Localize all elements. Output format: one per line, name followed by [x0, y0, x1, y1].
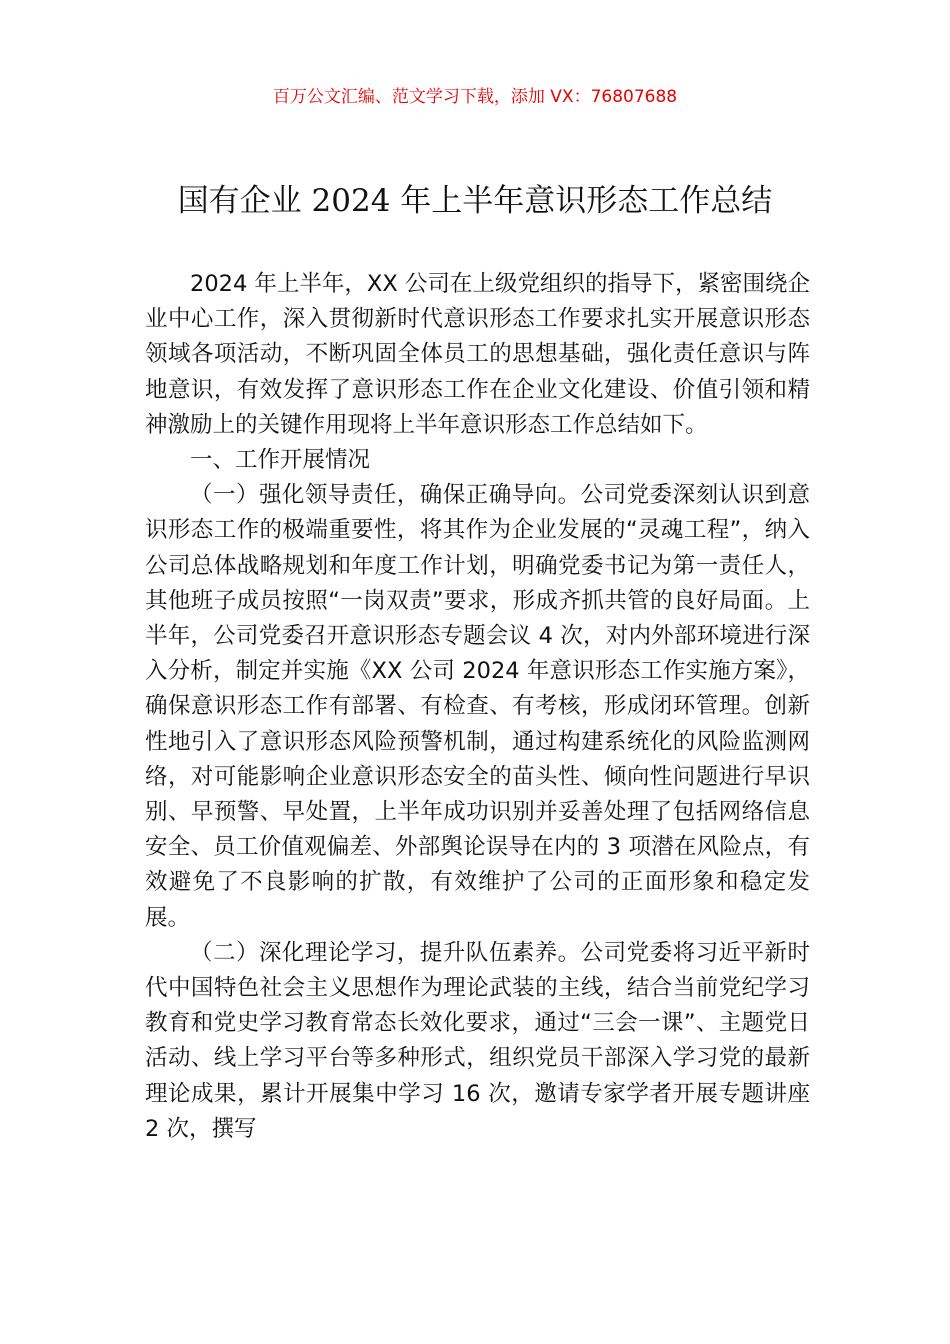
- section-heading: 一、工作开展情况: [190, 447, 371, 474]
- document-body: [145, 267, 810, 1147]
- body-paragraph: （一）强化领导责任，确保正确导向。公司党委深刻认识到意识形态工作的极端重要性，将其作为企业发展的“灵魂工程”，纳入公司总体战略规划和年度工作计划，明确党委书记为第一责任人，其他班子成员按照“一岗双责”要求，形成齐抓共管的良好局面。上半年，公司党委召开意识形态专题会议 4 次，对内外部环境进行深入分析，制定并实施《XX 公司 2024 年意识形态工作实施方案》，确保意识形态工作有部署、有检查、有考核，形成闭环管理。创新性地引入了意识形态风险预警机制，通过构建系统化的风险监测网络，对可能影响企业意识形态安全的苗头性、倾向性问题进行早识别、早预警、早处置，上半年成功识别并妥善处理了包括网络信息安全、员工价值观偏差、外部舆论误导在内的 3 项潜在风险点，有效避免了不良影响的扩散，有效维护了公司的正面形象和稳定发展。: [145, 482, 810, 931]
- intro-paragraph: 2024 年上半年，XX 公司在上级党组织的指导下，紧密围绕企业中心工作，深入贯彻新时代意识形态工作要求扎实开展意识形态领域各项活动，不断巩固全体员工的思想基础，强化责任意识与阵地意识，有效发挥了意识形态工作在企业文化建设、价值引领和精神激励上的关键作用现将上半年意识形态工作总结如下。: [145, 271, 810, 438]
- header-note: 百万公文汇编、范文学习下载，添加 VX：76807688: [272, 87, 678, 107]
- document-title: 国有企业 2024 年上半年意识形态工作总结: [177, 183, 773, 219]
- body-paragraph: （二）深化理论学习，提升队伍素养。公司党委将习近平新时代中国特色社会主义思想作为理论武装的主线，结合当前党纪学习教育和党史学习教育常态长效化要求，通过“三会一课”、主题党日活动、线上学习平台等多种形式，组织党员干部深入学习党的最新理论成果，累计开展集中学习 16 次，邀请专家学者开展专题讲座 2 次，撰写: [145, 939, 810, 1142]
